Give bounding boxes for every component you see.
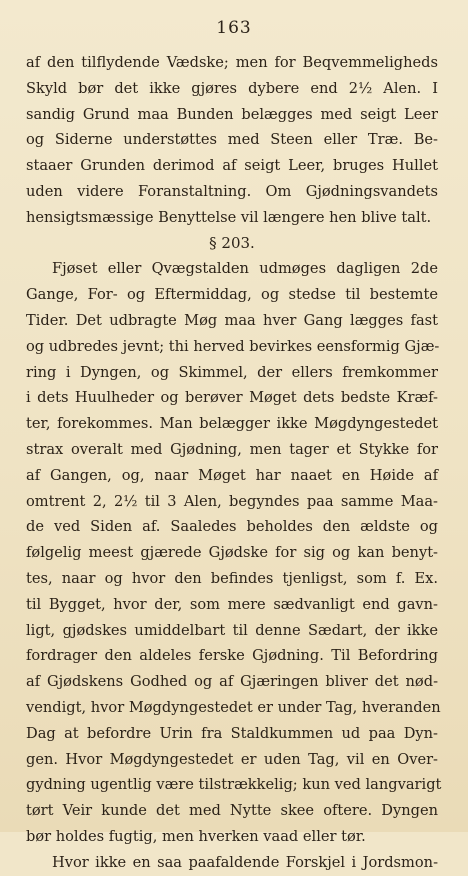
text-line: af Gjødskens Godhed og af Gjæringen bliver det nød- bbox=[26, 673, 438, 691]
text-line: hensigtsmæssige Benyttelse vil længere hen blive talt. bbox=[26, 208, 432, 226]
text-line: Fjøset eller Qvægstalden udmøges dagligen 2de bbox=[52, 260, 438, 278]
text-line: uden videre Foranstaltning. Om Gjødningsvandets bbox=[26, 182, 438, 200]
text-line: Hvor ikke en saa paafaldende Forskjel i Jordsmon- bbox=[52, 853, 438, 871]
text-line: de ved Siden af. Saaledes beholdes den ældste og bbox=[26, 518, 438, 536]
text-line: ring i Dyngen, og Skimmel, der ellers fremkommer bbox=[26, 363, 438, 381]
text-line: i dets Huulheder og berøver Møget dets bedste Kræf- bbox=[26, 389, 438, 407]
text-line: strax overalt med Gjødning, men tager et Stykke for bbox=[26, 440, 438, 458]
page-number: 163 bbox=[216, 18, 252, 38]
text-line: tes, naar og hvor den befindes tjenligst, som f. Ex. bbox=[26, 569, 438, 587]
text-line: af den tilflydende Vædske; men for Beqvemmeligheds bbox=[26, 54, 438, 71]
text-line: af Gangen, og, naar Møget har naaet en Høide af bbox=[26, 466, 438, 484]
text-line: bør holdes fugtig, men hverken vaad eller tør. bbox=[26, 827, 366, 845]
text-line: Skyld bør det ikke gjøres dybere end 2½ Alen. I bbox=[26, 79, 438, 97]
text-line: sandig Grund maa Bunden belægges med seigt Leer bbox=[26, 105, 438, 123]
text-line: Dag at befordre Urin fra Staldkummen ud paa Dyn- bbox=[26, 724, 438, 742]
text-line: gydning ugentlig være tilstrækkelig; kun ved langvarigt bbox=[26, 776, 442, 794]
text-line: følgelig meest gjærede Gjødske for sig og kan benyt- bbox=[26, 544, 438, 562]
text-line: og Siderne understøttes med Steen eller Træ. Be- bbox=[26, 131, 438, 149]
text-line: staaer Grunden derimod af seigt Leer, bruges Hullet bbox=[26, 157, 438, 175]
text-line: til Bygget, hvor der, som mere sædvanligt end gavn- bbox=[26, 595, 438, 613]
text-line: gen. Hvor Møgdyngestedet er uden Tag, vil en Over- bbox=[26, 750, 438, 768]
body-text bbox=[26, 50, 442, 876]
text-line: Tider. Det udbragte Møg maa hver Gang lægges fast bbox=[26, 311, 438, 329]
text-line: Gange, For- og Eftermiddag, og stedse til bestemte bbox=[26, 286, 438, 304]
text-line: tørt Veir kunde det med Nytte skee oftere. Dyngen bbox=[26, 802, 438, 820]
text-line: ter, forekommes. Man belægger ikke Møgdyngestedet bbox=[26, 415, 438, 433]
text-line: vendigt, hvor Møgdyngestedet er under Tag, hveranden bbox=[26, 698, 441, 716]
text-line: omtrent 2, 2½ til 3 Alen, begyndes paa samme Maa- bbox=[26, 492, 438, 510]
text-line: ligt, gjødskes umiddelbart til denne Sædart, der ikke bbox=[26, 621, 438, 639]
text-line: og udbredes jevnt; thi herved bevirkes eensformig Gjæ- bbox=[26, 337, 440, 355]
section-heading: § 203. bbox=[209, 233, 255, 252]
text-line: fordrager den aldeles ferske Gjødning. Til Befordring bbox=[26, 647, 438, 665]
